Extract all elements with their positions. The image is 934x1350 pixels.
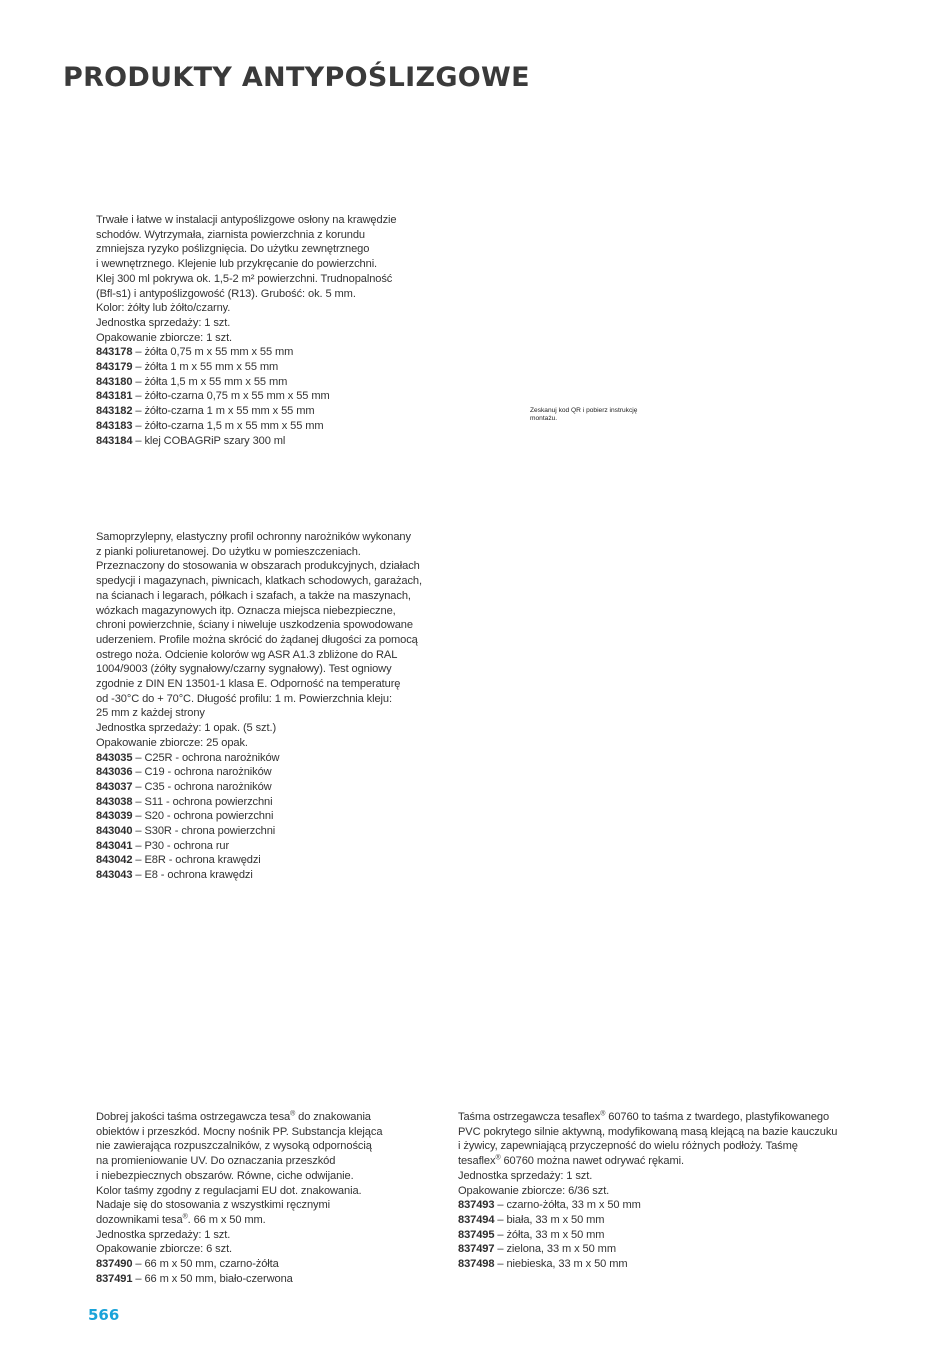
product-description: – E8R - ochrona krawędzi: [132, 854, 261, 867]
description-part: 60760 można nawet odrywać rękami. Jednostka sprzedaży: 1 szt. Opakowanie zbiorcze: 6/36 szt.: [458, 1155, 684, 1197]
list-item: [96, 375, 426, 390]
product-description: – 66 m x 50 mm, biało-czerwona: [132, 1272, 293, 1285]
product-code: 843180: [96, 375, 133, 388]
product-code: 837495: [458, 1228, 495, 1241]
product-description: – zielona, 33 m x 50 mm: [494, 1243, 616, 1256]
product-description: – C25R - ochrona narożników: [132, 751, 280, 764]
list-item: [96, 1257, 396, 1272]
list-item: [96, 780, 441, 795]
product-code: 837493: [458, 1199, 495, 1212]
product-code: 837490: [96, 1258, 133, 1271]
product-code: 843179: [96, 361, 133, 374]
tesa-tape-section: [96, 1110, 396, 1286]
description-part: Taśma ostrzegawcza tesaflex: [458, 1111, 601, 1123]
tesa-tape-item-list: [96, 1257, 396, 1286]
product-code: 843043: [96, 869, 133, 882]
product-description: – żółta, 33 m x 50 mm: [494, 1228, 605, 1241]
list-item: [96, 360, 426, 375]
product-code: 843039: [96, 810, 133, 823]
product-description: – P30 - ochrona rur: [132, 839, 230, 852]
product-code: 837498: [458, 1258, 495, 1271]
description-part: Dobrej jakości taśma ostrzegawcza tesa: [96, 1111, 291, 1123]
registered-mark: ®: [600, 1110, 606, 1118]
tesa-tape-description: [96, 1110, 396, 1257]
product-code: 843042: [96, 854, 133, 867]
product-code: 843184: [96, 434, 133, 447]
product-description: – żółto-czarna 1 m x 55 mm x 55 mm: [132, 405, 315, 418]
list-item: [458, 1257, 858, 1272]
description-part: 60760 to taśma z twardego, plastyfikowanego PVC pokrytego silnie aktywną, modyfikowaną masą klejącą na bazie kauczuku i żywicy, zapewniającą przyczepność do wielu różnych podłoży. Taśmę tesaflex: [458, 1111, 838, 1168]
list-item: [96, 434, 426, 449]
product-code: 843037: [96, 780, 133, 793]
product-description: – klej COBAGRiP szary 300 ml: [132, 434, 286, 447]
corner-profiles-description: Samoprzylepny, elastyczny profil ochronny narożników wykonany z pianki poliuretanowej. Do użytku w pomieszczeniach. Przeznaczony do stosowania w obszarach produkcyjnych, działach spedycji i magazynach, piwnicach, klatkach schodowych, garażach, na ścianach i legarach, półkach i szafach, a także na maszynach, wózkach magazynowych itp. Oznacza miejsca niebezpieczne, chroni powierzchnie, ściany i niweluje uszkodzenia spowodowane uderzeniem. Profile można skrócić do żądanej długości za pomocą ostrego noża. Odcienie kolorów wg ASR A1.3 zbliżone do RAL 1004/9003 (żółty sygnałowy/czarny sygnałowy). Test ogniowy zgodnie z DIN EN 13501-1 klasa E. Odporność na temperaturę od -30°C do + 70°C. Długość profilu: 1 m. Powierzchnia kleju: 25 mm z każdej strony Jednostka sprzedaży: 1 opak. (5 szt.) Opakowanie zbiorcze: 25 opak.: [96, 531, 422, 749]
registered-mark: ®: [290, 1110, 296, 1118]
product-description: – biała, 33 m x 50 mm: [494, 1213, 605, 1226]
product-description: – 66 m x 50 mm, czarno-żółta: [132, 1258, 279, 1271]
list-item: [458, 1213, 858, 1228]
product-description: – czarno-żółta, 33 m x 50 mm: [494, 1199, 641, 1212]
product-code: 837491: [96, 1272, 133, 1285]
product-code: 843038: [96, 795, 133, 808]
page-title: PRODUKTY ANTYPOŚLIZGOWE: [63, 62, 530, 93]
tesaflex-tape-section: [458, 1110, 858, 1272]
product-code: 837494: [458, 1213, 495, 1226]
description-part: . 66 m x 50 mm. Jednostka sprzedaży: 1 szt. Opakowanie zbiorcze: 6 szt.: [96, 1213, 266, 1256]
list-item: [96, 1272, 396, 1287]
product-code: 843040: [96, 825, 133, 838]
product-description: – żółta 0,75 m x 55 mm x 55 mm: [132, 346, 294, 359]
product-code: 843183: [96, 419, 133, 432]
corner-profiles-section: [96, 530, 441, 883]
list-item: [96, 404, 426, 419]
list-item: [96, 345, 426, 360]
product-description: – C35 - ochrona narożników: [132, 780, 272, 793]
product-code: 843182: [96, 405, 133, 418]
list-item: [96, 795, 441, 810]
product-description: – żółta 1,5 m x 55 mm x 55 mm: [132, 375, 288, 388]
product-description: – C19 - ochrona narożników: [132, 766, 272, 779]
product-description: – S20 - ochrona powierzchni: [132, 810, 274, 823]
tesaflex-tape-item-list: [458, 1198, 858, 1272]
list-item: [96, 765, 441, 780]
product-code: 837497: [458, 1243, 495, 1256]
list-item: [96, 839, 441, 854]
product-description: – żółta 1 m x 55 mm x 55 mm: [132, 361, 279, 374]
list-item: [96, 389, 426, 404]
list-item: [96, 751, 441, 766]
stair-nosing-description: Trwałe i łatwe w instalacji antypoślizgowe osłony na krawędzie schodów. Wytrzymała, ziarnista powierzchnia z korundu zmniejsza ryzyko poślizgnięcia. Do użytku zewnętrznego i wewnętrznego. Klejenie lub przykręcanie do powierzchni. Klej 300 ml pokrywa ok. 1,5-2 m² powierzchni. Trudnopalność (Bfl-s1) i antypoślizgowość (R13). Grubość: ok. 5 mm. Kolor: żółty lub żółto/czarny. Jednostka sprzedaży: 1 szt. Opakowanie zbiorcze: 1 szt.: [96, 214, 397, 344]
registered-mark: ®: [495, 1154, 501, 1162]
product-description: – S11 - ochrona powierzchni: [132, 795, 273, 808]
registered-mark: ®: [182, 1213, 188, 1221]
product-description: – E8 - ochrona krawędzi: [132, 869, 253, 882]
stair-nosing-section: [96, 213, 426, 448]
list-item: [96, 824, 441, 839]
page-number: 566: [88, 1306, 120, 1324]
product-code: 843036: [96, 766, 133, 779]
product-description: – żółto-czarna 0,75 m x 55 mm x 55 mm: [132, 390, 330, 403]
product-code: 843181: [96, 390, 133, 403]
qr-code-note: Zeskanuj kod QR i pobierz instrukcję montażu.: [530, 407, 638, 423]
product-code: 843178: [96, 346, 133, 359]
list-item: [96, 419, 426, 434]
product-description: – żółto-czarna 1,5 m x 55 mm x 55 mm: [132, 419, 324, 432]
list-item: [96, 853, 441, 868]
product-description: – niebieska, 33 m x 50 mm: [494, 1258, 628, 1271]
product-description: – S30R - chrona powierzchni: [132, 825, 276, 838]
corner-profiles-item-list: [96, 751, 441, 883]
list-item: [458, 1242, 858, 1257]
description-part: do znakowania obiektów i przeszkód. Mocny nośnik PP. Substancja klejąca nie zawierająca rozpuszczalników, z wysoką odpornością na promieniowanie UV. Do oznaczania przeszkód i niebezpiecznych obszarów. Równe, ciche odwijanie. Kolor taśmy zgodny z regulacjami EU dot. znakowania. Nadaje się do stosowania z wszystkimi ręcznymi dozownikami tesa: [96, 1111, 383, 1226]
list-item: [458, 1228, 858, 1243]
product-code: 843041: [96, 839, 133, 852]
list-item: [458, 1198, 858, 1213]
list-item: [96, 868, 441, 883]
product-code: 843035: [96, 751, 133, 764]
tesaflex-tape-description: [458, 1110, 858, 1198]
stair-nosing-item-list: [96, 345, 426, 448]
list-item: [96, 809, 441, 824]
